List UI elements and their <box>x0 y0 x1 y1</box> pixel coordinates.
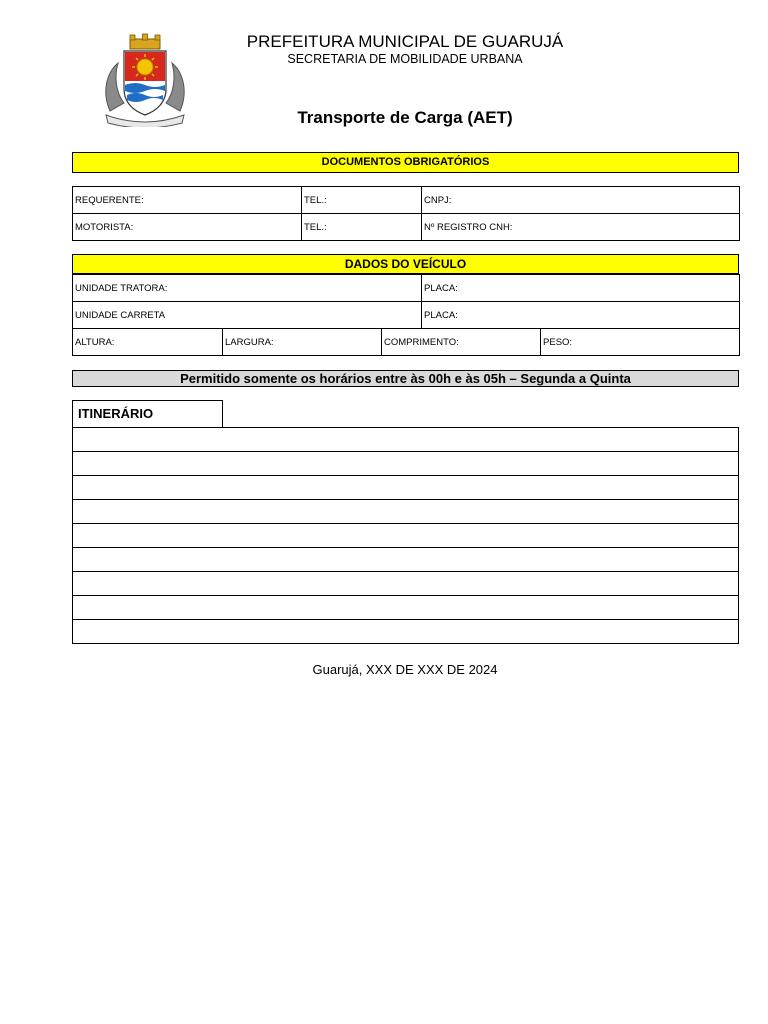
itinerario-line[interactable] <box>73 476 739 500</box>
placa-field[interactable]: PLACA: <box>422 275 740 302</box>
motorista-field[interactable]: MOTORISTA: <box>73 214 302 241</box>
itinerario-line[interactable] <box>73 572 739 596</box>
table-row <box>73 452 739 476</box>
peso-field[interactable]: PESO: <box>541 329 740 356</box>
itinerario-line[interactable] <box>73 428 739 452</box>
registro-cnh-field[interactable]: Nº REGISTRO CNH: <box>422 214 740 241</box>
unidade-tratora-field[interactable]: UNIDADE TRATORA: <box>73 275 422 302</box>
itinerario-label: ITINERÁRIO <box>72 400 223 428</box>
horario-notice: Permitido somente os horários entre às 00h e às 05h – Segunda a Quinta <box>72 370 739 387</box>
largura-field[interactable]: LARGURA: <box>223 329 382 356</box>
itinerario-line[interactable] <box>73 620 739 644</box>
table-row <box>73 500 739 524</box>
itinerario-line[interactable] <box>73 524 739 548</box>
veiculo-heading: DADOS DO VEÍCULO <box>72 254 739 274</box>
table-row <box>73 428 739 452</box>
table-row <box>73 187 740 214</box>
table-row <box>73 275 740 302</box>
unidade-carreta-field[interactable]: UNIDADE CARRETA <box>73 302 422 329</box>
tel-field[interactable]: TEL.: <box>302 214 422 241</box>
document-title: Transporte de Carga (AET) <box>297 108 513 127</box>
itinerario-line[interactable] <box>73 548 739 572</box>
requerente-field[interactable]: REQUERENTE: <box>73 187 302 214</box>
table-row <box>73 548 739 572</box>
table-row <box>73 524 739 548</box>
city-coat-of-arms-icon <box>100 33 190 127</box>
table-row <box>73 596 739 620</box>
cnpj-field[interactable]: CNPJ: <box>422 187 740 214</box>
tel-field[interactable]: TEL.: <box>302 187 422 214</box>
header-subtitle: SECRETARIA DE MOBILIDADE URBANA <box>287 52 523 66</box>
veiculo-table <box>72 274 740 356</box>
footer-date-line: Guarujá, XXX DE XXX DE 2024 <box>312 662 498 677</box>
documentos-table <box>72 186 740 241</box>
itinerario-line[interactable] <box>73 500 739 524</box>
itinerario-table <box>72 427 739 644</box>
comprimento-field[interactable]: COMPRIMENTO: <box>382 329 541 356</box>
table-row <box>73 329 740 356</box>
altura-field[interactable]: ALTURA: <box>73 329 223 356</box>
table-row <box>73 620 739 644</box>
table-row <box>73 302 740 329</box>
table-row <box>73 214 740 241</box>
placa-field[interactable]: PLACA: <box>422 302 740 329</box>
header-title: PREFEITURA MUNICIPAL DE GUARUJÁ <box>246 32 564 51</box>
itinerario-line[interactable] <box>73 452 739 476</box>
table-row <box>73 572 739 596</box>
documentos-heading: DOCUMENTOS OBRIGATÓRIOS <box>72 152 739 173</box>
table-row <box>73 476 739 500</box>
itinerario-line[interactable] <box>73 596 739 620</box>
